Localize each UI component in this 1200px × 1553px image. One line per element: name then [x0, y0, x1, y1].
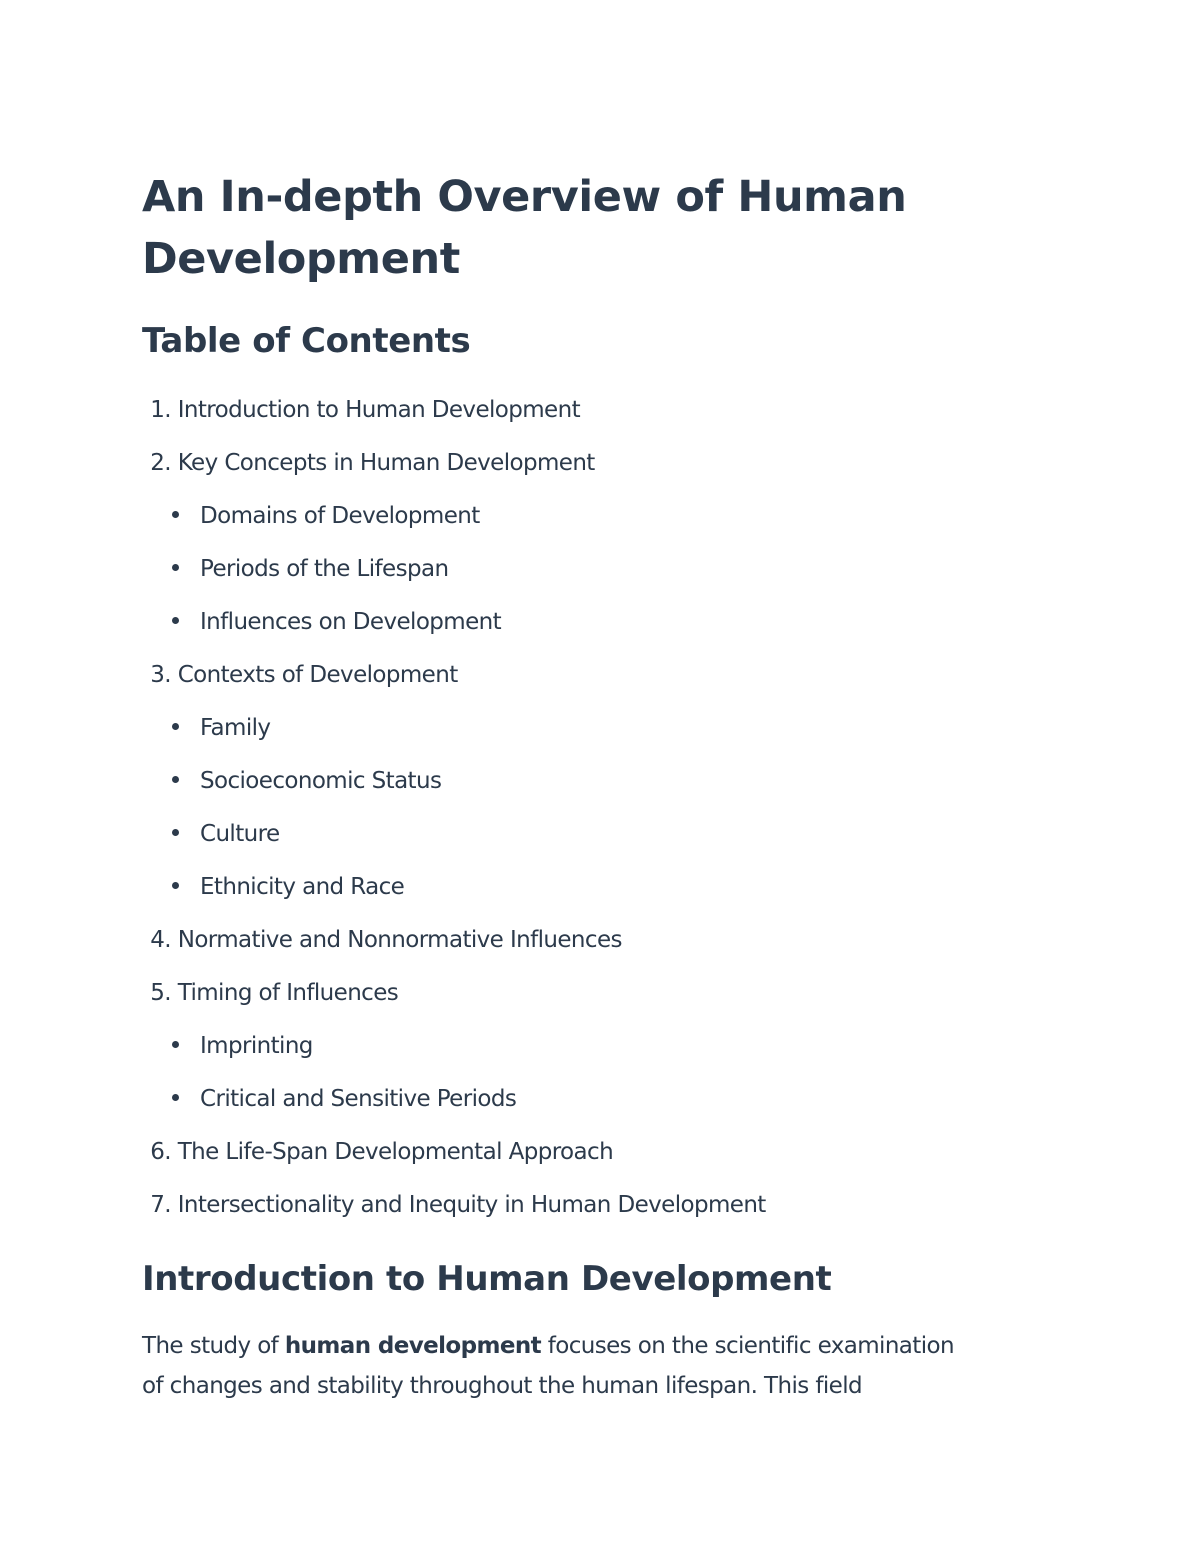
document-page: [142, 166, 1062, 1406]
bullet-icon: [172, 1041, 179, 1048]
toc-item-number: 3.: [150, 662, 171, 688]
toc-subitem[interactable]: [142, 543, 1062, 596]
bullet-icon: [172, 829, 179, 836]
toc-subitem-label: Critical and Sensitive Periods: [200, 1086, 517, 1112]
toc-subitem[interactable]: [142, 490, 1062, 543]
toc-subitem[interactable]: [142, 861, 1062, 914]
section-heading: Introduction to Human Development: [142, 1259, 832, 1299]
document-title: [142, 166, 1062, 290]
toc-item-label: Intersectionality and Inequity in Human Development: [177, 1192, 766, 1218]
intro-text-post: focuses on the scientific examination: [541, 1333, 954, 1359]
toc-item[interactable]: [142, 967, 1062, 1020]
intro-text-bold: human development: [284, 1333, 542, 1359]
toc-item[interactable]: [142, 914, 1062, 967]
bullet-icon: [172, 723, 179, 730]
toc-subitem[interactable]: [142, 702, 1062, 755]
document-title-line1: An In-depth Overview of Human: [142, 172, 907, 222]
toc-item[interactable]: [142, 649, 1062, 702]
toc-subitem-label: Family: [200, 715, 271, 741]
toc-item-label: Timing of Influences: [177, 980, 399, 1006]
toc-subitem-label: Influences on Development: [200, 609, 502, 635]
toc-item[interactable]: [142, 1179, 1062, 1232]
toc-subitem[interactable]: [142, 1020, 1062, 1073]
toc-item[interactable]: [142, 384, 1062, 437]
toc-heading: Table of Contents: [142, 321, 471, 361]
toc-subitem-label: Ethnicity and Race: [200, 874, 405, 900]
toc-item-number: 2.: [150, 450, 171, 476]
bullet-icon: [172, 1094, 179, 1101]
intro-paragraph: [142, 1326, 1062, 1406]
document-title-line2: Development: [142, 234, 460, 284]
toc-subitem-label: Domains of Development: [200, 503, 480, 529]
table-of-contents: [142, 384, 1062, 1232]
intro-text-line2: of changes and stability throughout the human lifespan. This field: [142, 1373, 862, 1399]
toc-item-label: Introduction to Human Development: [177, 397, 581, 423]
bullet-icon: [172, 617, 179, 624]
toc-subitem-label: Periods of the Lifespan: [200, 556, 449, 582]
toc-subitem-label: Culture: [200, 821, 280, 847]
bullet-icon: [172, 511, 179, 518]
toc-item-label: Normative and Nonnormative Influences: [177, 927, 622, 953]
toc-item-label: The Life-Span Developmental Approach: [177, 1139, 614, 1165]
toc-item[interactable]: [142, 437, 1062, 490]
toc-subitem[interactable]: [142, 808, 1062, 861]
bullet-icon: [172, 776, 179, 783]
toc-item[interactable]: [142, 1126, 1062, 1179]
toc-item-number: 1.: [150, 397, 171, 423]
toc-subitem-label: Imprinting: [200, 1033, 313, 1059]
toc-item-number: 5.: [150, 980, 171, 1006]
toc-item-number: 6.: [150, 1139, 171, 1165]
toc-item-label: Key Concepts in Human Development: [177, 450, 595, 476]
toc-item-number: 7.: [150, 1192, 171, 1218]
toc-subitem[interactable]: [142, 755, 1062, 808]
intro-text-pre: The study of: [142, 1333, 285, 1359]
toc-item-number: 4.: [150, 927, 171, 953]
toc-subitem-label: Socioeconomic Status: [200, 768, 442, 794]
toc-item-label: Contexts of Development: [177, 662, 458, 688]
bullet-icon: [172, 564, 179, 571]
toc-subitem[interactable]: [142, 596, 1062, 649]
bullet-icon: [172, 882, 179, 889]
toc-subitem[interactable]: [142, 1073, 1062, 1126]
